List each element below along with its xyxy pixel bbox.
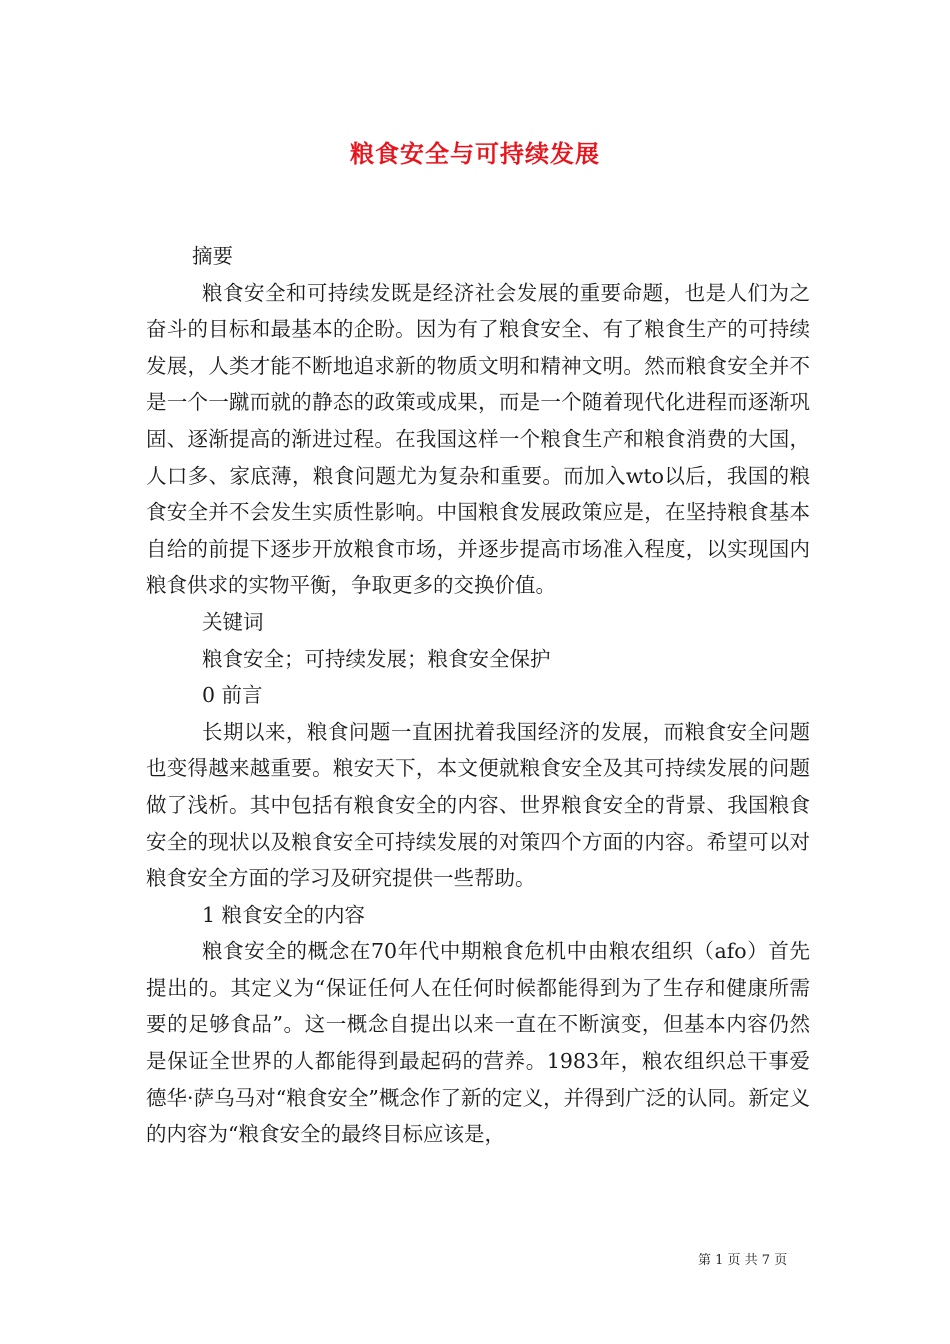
page-number: 第 1 页 共 7 页 — [698, 1253, 788, 1268]
abstract-paragraph: 粮食安全和可持续发既是经济社会发展的重要命题，也是人们为之奋斗的目标和最基本的企盼。因为有了粮食安全、有了粮食生产的可持续发展，人类才能不断地追求新的物质文明和精神文明。然而粮食安全并不是一个一蹴而就的静态的政策或成果，而是一个随着现代化进程而逐渐巩固、逐渐提高的渐进过程。在我国这样一个粮食生产和粮食消费的大国，人口多、家底薄，粮食问题尤为复杂和重要。而加入wto以后，我国的粮食安全并不会发生实质性影响。中国粮食发展政策应是，在坚持粮食基本自给的前提下逐步开放粮食市场，并逐步提高市场准入程度，以实现国内粮食供求的实物平衡，争取更多的交换价值。 — [146, 280, 810, 598]
document-body — [146, 238, 810, 1153]
section1-heading: 1 粮食安全的内容 — [202, 902, 366, 927]
preface-paragraph: 长期以来，粮食问题一直困扰着我国经济的发展，而粮食安全问题也变得越来越重要。粮安天下，本文便就粮食安全及其可持续发展的问题做了浅析。其中包括有粮食安全的内容、世界粮食安全的背景、我国粮食安全的现状以及粮食安全可持续发展的对策四个方面的内容。希望可以对粮食安全方面的学习及研究提供一些帮助。 — [146, 719, 810, 891]
keywords-paragraph: 粮食安全；可持续发展；粮食安全保护 — [202, 646, 551, 671]
section1-paragraph: 粮食安全的概念在70年代中期粮食危机中由粮农组织（afo）首先提出的。其定义为“保证任何人在任何时候都能得到为了生存和健康所需要的足够食品”。这一概念自提出以来一直在不断演变，但基本内容仍然是保证全世界的人都能得到最起码的营养。1983年，粮农组织总干事爱德华·萨乌马对“粮食安全”概念作了新的定义，并得到广泛的认同。新定义的内容为“粮食安全的最终目标应该是， — [146, 939, 810, 1147]
document-title: 粮食安全与可持续发展 — [350, 140, 600, 168]
abstract-heading: 摘要 — [192, 244, 233, 268]
preface-heading: 0 前言 — [202, 683, 263, 708]
keywords-heading: 关键词 — [202, 609, 264, 634]
